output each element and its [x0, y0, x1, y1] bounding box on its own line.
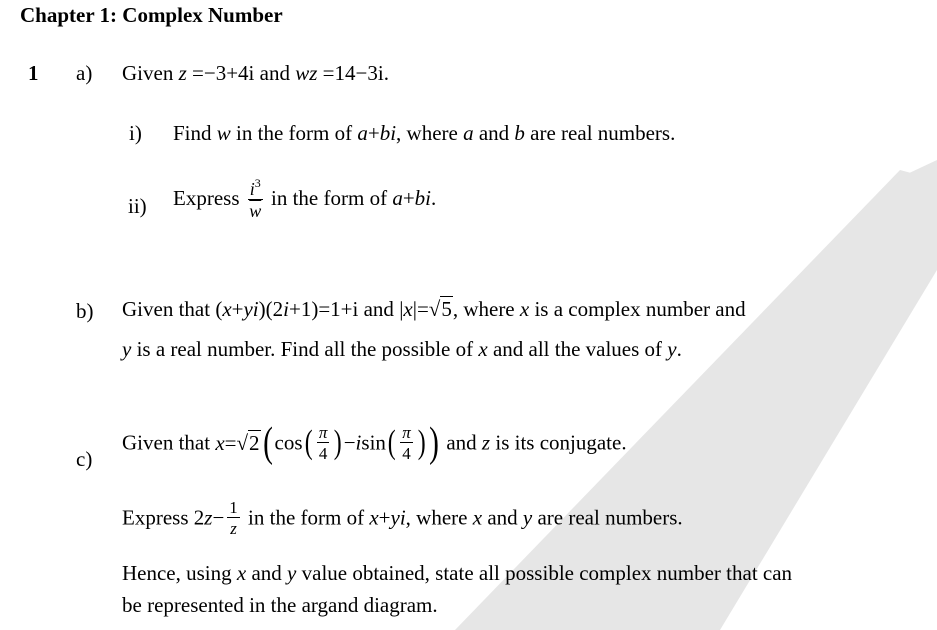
part-c-label: c): [76, 447, 93, 471]
part-c-line2: Express 2z− $\frac{1}{z}$ in the form of x+yi, where x and y are real numbers.: [122, 498, 683, 538]
part-c-line4: be represented in the argand diagram.: [122, 593, 438, 617]
sub-ii-label: ii): [128, 194, 147, 218]
part-a-statement: Given z =−3+4i and wz =14−3i.: [122, 61, 389, 85]
sub-i-label: i): [129, 121, 142, 145]
fraction-i3-over-wbar: $\frac{i^3}{w}$: [249, 176, 262, 221]
wz-value: 14−3i: [334, 61, 384, 85]
part-c-line1: Given that x=√2(cos( $\frac{\pi}{4}$ )−isin( $\frac{\pi}{4}$ )) and z is its conjugate.: [122, 420, 627, 466]
sub-i-text: Find w in the form of a+bi, where a and b are real numbers.: [173, 121, 676, 145]
z-value: −3+4i: [203, 61, 255, 85]
chapter-title: Chapter 1: Complex Number: [20, 3, 283, 27]
part-b-line1: Given that (x+yi)(2i+1)=1+i and |x|=√5, where x is a complex number and: [122, 297, 746, 321]
part-c-line3: Hence, using x and y value obtained, state all possible complex number that can: [122, 561, 793, 585]
question-number: 1: [28, 61, 39, 85]
part-a-label: a): [76, 61, 93, 85]
part-b-label: b): [76, 299, 94, 323]
sub-ii-text: Express $\frac{i^3}{w}$ in the form of a+bi.: [173, 176, 437, 221]
part-b-line2: y is a real number. Find all the possible of x and all the values of y.: [122, 337, 682, 361]
